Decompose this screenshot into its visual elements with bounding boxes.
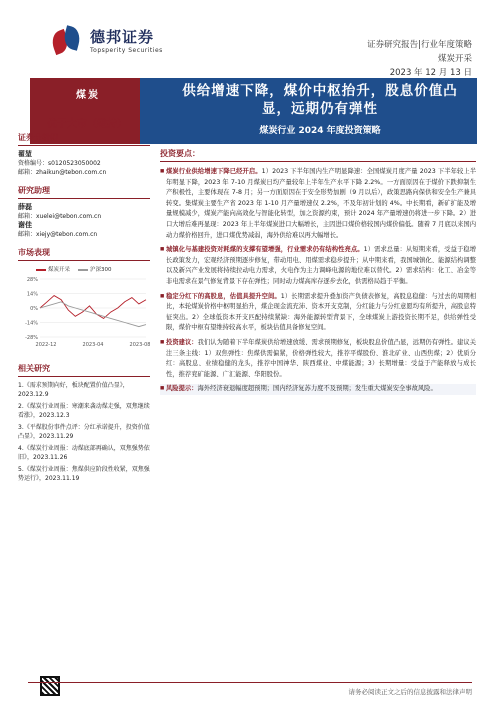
x-tick-label: 2023-08 <box>129 342 150 348</box>
assistant-card <box>18 203 150 239</box>
assistant-name: 谢佳 <box>18 221 32 229</box>
y-tick-label: -14% <box>25 320 38 327</box>
report-meta <box>367 38 472 80</box>
bullet-text: 我们认为随着下半年煤炭供给增速放缓、需求预期修复，板块股息价值凸显，远期仍有弹性。建议关注三条主线：1）双焦弹性：焦煤供需偏紧，价格弹性较大，推荐平煤股份、淮北矿业、山西焦煤；2）优质分红：高股息、业绩稳健的龙头，推荐中国神华、陕西煤业、中煤能源；3）长期增量：受益于产能释放与成长性，推荐兖矿能源、广汇能源、华阳股份。 <box>166 338 477 378</box>
company-name-cn: 德邦证券 <box>90 28 155 46</box>
report-title: 供给增速下降，煤价中枢抬升，股息价值凸显，远期仍有弹性 <box>182 83 458 117</box>
market-chart-svg <box>18 275 150 353</box>
y-tick-label: 28% <box>26 277 38 283</box>
assistant-section-title: 研究助理 <box>18 185 150 199</box>
page-header <box>0 0 500 78</box>
x-tick-label: 2023-04 <box>82 342 104 348</box>
assistant-email[interactable]: 邮箱：xiejy@tebon.com.cn <box>18 231 98 238</box>
x-tick-label: 2022-12 <box>35 342 57 348</box>
industry-name: 煤炭开采 <box>437 54 472 64</box>
report-date: 2023 年 12 月 13 日 <box>389 68 472 78</box>
related-item[interactable]: 5.《煤炭行业周报：焦煤供应阶段性收紧，双焦强势运行》，2023.11.19 <box>18 466 150 482</box>
bullet-text: 1）长期需求提升叠加资产负债表修复，高股息稳健：与过去的周期相比，本轮煤炭价格中枢明显抬升，煤企现金流充沛、资本开支克制，分红能力与分红意愿均有所提升，高股息特征突出。2）全球低资本开支匹配持续紧缺：海外能源转型背景下，全球煤炭上游投资长期不足，供给弹性受限，煤价中枢有望维持较高水平，板块估值具备修复空间。 <box>166 292 476 332</box>
main-content <box>160 148 476 399</box>
legend-item <box>78 265 112 273</box>
risk-lead: 风险提示： <box>166 385 198 393</box>
related-item[interactable]: 2.《煤炭行业周报：寒潮来袭动煤走强，双焦继续看涨》，2023.12.3 <box>18 403 150 419</box>
investment-bullet <box>160 245 476 287</box>
y-tick-label: -28% <box>25 335 38 341</box>
bullet-lead: 煤炭行业供给增速下降已经开启。 <box>166 168 262 175</box>
logo-mark-icon <box>52 27 84 53</box>
analyst-email[interactable]: 邮箱：zhaikun@tebon.com.cn <box>18 169 107 176</box>
series-line <box>40 302 146 327</box>
footer-disclaimer: 请务必阅读正文之后的信息披露和法律声明 <box>348 688 472 696</box>
investment-bullet <box>160 167 476 241</box>
company-name-en: Topsperity Securities <box>90 47 163 54</box>
bullet-lead: 投资建议： <box>166 338 198 346</box>
report-subtitle: 煤炭行业 2024 年度投资策略 <box>259 126 381 136</box>
legend-label: 煤炭开采 <box>48 267 71 273</box>
bullet-text: 1）2023 下半年国内生产明显降速：全国煤炭月度产量 2023 下半年较上半年明显下降，2023 年 7-10 月煤炭日均产量较年上半年生产水平下降 2.2%。一方面原因在于煤价下跌抑制生产积极性，主要体现在 7-8 月；另一方面原因在于安全形势加剧（9 月以后），政策思路向保供和安全生产兼具转变。集煤炭主要生产省 2023 年 1-10 月产量增速仅 2.2%，不及年初计划的 4%。中长期看，新矿扩能及增量规模减少，煤炭产能向高效化与智能化转型，加之资源约束，预计 2024 年产量增速仍将进一步下降。2）进口大增后难再显现：2023 年上半年煤炭进口大幅增长，主因进口煤价格较国内煤价偏低。随着 7 月底以来国内动力煤价格回升，进口煤优势减弱，海外供给难以再大幅增长。 <box>166 168 476 239</box>
chart-legend <box>36 265 150 273</box>
y-tick-label: 14% <box>26 291 38 298</box>
footer-divider <box>28 682 472 683</box>
related-section-title: 相关研究 <box>18 363 150 377</box>
related-item[interactable]: 1.《需求预期向好，板块配置价值凸显》，2023.12.9 <box>18 382 129 398</box>
analyst-section <box>18 132 150 177</box>
sidebar <box>18 132 150 491</box>
investment-bullet <box>160 338 476 380</box>
market-section <box>18 247 150 355</box>
related-section <box>18 363 150 483</box>
related-item[interactable]: 4.《煤炭行业周报：动煤底部再确认，双焦强势依旧》，2023.11.26 <box>18 445 150 461</box>
investment-bullet <box>160 292 476 334</box>
analyst-card <box>18 150 150 177</box>
market-chart <box>18 275 150 355</box>
related-item[interactable]: 3.《平煤股份事件点评：分红承诺提升，投资价值凸显》，2023.11.29 <box>18 424 150 440</box>
legend-label: 沪深300 <box>90 267 112 273</box>
series-line <box>40 296 146 319</box>
bullet-lead: 城镇化与基建投资对耗煤的支撑有望增强，行业需求仍有结构性亮点。 <box>166 246 364 254</box>
rating-badge: 优于大市（维持） <box>47 119 127 130</box>
risk-text: 海外经济衰退幅度超预期；国内经济复苏力度不及预期；发生重大煤炭安全事故风险。 <box>197 385 437 393</box>
analyst-cert: 资格编号：s0120523050002 <box>18 160 101 167</box>
legend-item <box>36 265 70 273</box>
assistant-email[interactable]: 邮箱：xuelei@tebon.com.cn <box>18 213 102 220</box>
risk-bullet <box>160 384 476 395</box>
related-list <box>18 381 150 483</box>
assistant-section <box>18 185 150 239</box>
banner-industry: 煤炭 <box>76 90 100 101</box>
company-logo <box>52 26 163 54</box>
report-type: 证券研究报告|行业年度策略 <box>367 40 472 50</box>
y-tick-label: 0% <box>30 306 38 312</box>
analyst-name: 翟堃 <box>18 150 32 158</box>
market-section-title: 市场表现 <box>18 247 150 261</box>
assistant-name: 薛磊 <box>18 203 32 211</box>
bullet-lead: 稳定分红下的高股息，估值具提升空间。 <box>166 292 281 300</box>
investment-section-title: 投资要点： <box>160 148 476 162</box>
bullet-text: 1）需求总量：从短期来看，受益于稳增长政策发力，宏观经济预期逐步修复，带动用电、用煤需求稳步提升；从中期来看，我国城镇化、能源结构调整以及新兴产业发展将持续拉动电力需求，火电作为主力调峰电源的地位难以替代。2）需求结构：化工、冶金等非电需求在景气修复背景下存在弹性；同时动力煤高库存逐步去化，供需格局趋于平衡。 <box>166 246 477 285</box>
analyst-section-title: 证券分析师 <box>18 132 150 146</box>
